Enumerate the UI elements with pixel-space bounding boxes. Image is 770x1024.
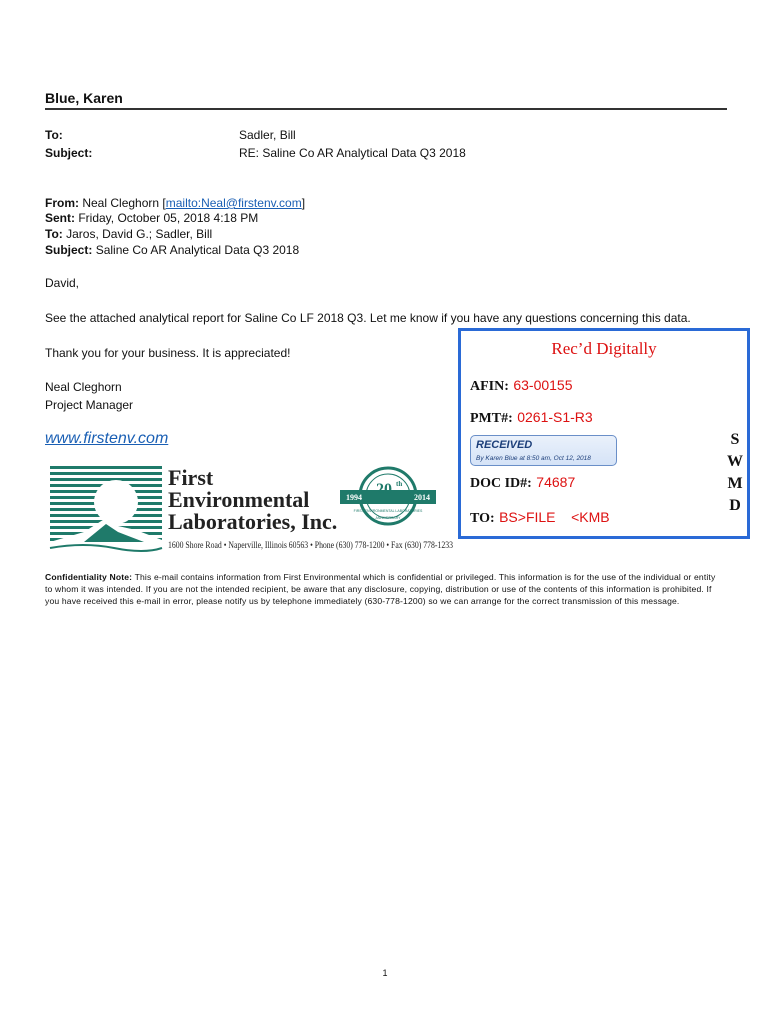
badge-year-left: 1994 (346, 493, 362, 502)
greeting: David, (45, 276, 80, 290)
sent-value: Friday, October 05, 2018 4:18 PM (78, 211, 259, 225)
website-link[interactable]: www.firstenv.com (45, 430, 169, 447)
docid-label: DOC ID#: (470, 476, 532, 491)
received-stamp (458, 328, 750, 539)
signature-title: Project Manager (45, 398, 134, 412)
confidentiality-text: This e-mail contains information from First Environmental which is confidential or privileged. This information is for the use of the individual or entity to whom it was intended. If you are not the intended recipient, be aware that any disclosure, copying, distribution or use of the contents of this information is prohibited. If you have received this e-mail in error, please notify us by telephone immediately (630-778-1200) so we can arrange for the correct transmission of this message. (45, 572, 716, 606)
email-sender: Blue, Karen (45, 90, 123, 106)
to-row (470, 509, 610, 527)
forwarded-from (45, 196, 305, 210)
anniversary-badge (340, 468, 436, 524)
side-letter-m: M (727, 475, 743, 492)
afin-label: AFIN: (470, 379, 509, 394)
stamp-title: Rec’d Digitally (551, 339, 657, 358)
to-value: Sadler, Bill (239, 128, 296, 142)
received-badge (470, 435, 617, 466)
forwarded-to (45, 227, 212, 241)
from-label: From: (45, 196, 79, 210)
logo-address: 1600 Shore Road • Naperville, Illinois 60563 • Phone (630) 778-1200 • Fax (630) 778-1233 (168, 541, 513, 551)
fwd-to-label: To: (45, 227, 63, 241)
pmt-row (470, 409, 593, 427)
page-number: 1 (382, 968, 388, 978)
received-by: By Karen Blue at 8:50 am, Oct 12, 2018 (476, 455, 591, 462)
side-letter-s: S (730, 431, 740, 448)
forwarded-sent (45, 211, 258, 225)
badge-year-right: 2014 (414, 493, 430, 502)
signature-name: Neal Cleghorn (45, 380, 122, 394)
badge-arc: ANNIVERSARY (375, 516, 401, 520)
badge-suffix: th (396, 480, 403, 488)
badge-number: 20 (376, 481, 392, 498)
logo-line-3: Laboratories, Inc. (168, 509, 338, 534)
side-letter-w: W (727, 453, 743, 470)
from-name: Neal Cleghorn [ (82, 196, 166, 210)
body-line-1: See the attached analytical report for Saline Co LF 2018 Q3. Let me know if you have any questions concerning this data. (45, 311, 691, 325)
from-email-link[interactable]: mailto:Neal@firstenv.com (165, 196, 302, 210)
afin-value: 63-00155 (513, 377, 573, 393)
pmt-value: 0261-S1-R3 (517, 409, 593, 425)
badge-ribbon: FIRST ENVIRONMENTAL LABORATORIES (353, 509, 423, 513)
subject-value: RE: Saline Co AR Analytical Data Q3 2018 (239, 146, 466, 160)
body-line-2: Thank you for your business. It is appreciated! (45, 346, 291, 360)
stamp-to-value: BS>FILE <KMB (499, 509, 610, 525)
to-label: To: (45, 128, 63, 142)
from-close: ] (301, 196, 306, 210)
side-letter-d: D (729, 497, 741, 514)
confidentiality-label: Confidentiality Note: (45, 572, 133, 582)
docid-value: 74687 (536, 474, 576, 490)
header-divider (45, 108, 727, 110)
afin-row (470, 377, 573, 395)
logo-line-1: First (168, 465, 214, 490)
confidentiality-note (45, 571, 725, 607)
fwd-to-value: Jaros, David G.; Sadler, Bill (66, 227, 213, 241)
logo-line-2: Environmental (168, 487, 310, 512)
pmt-label: PMT#: (470, 411, 513, 426)
received-word: RECEIVED (476, 439, 533, 451)
sent-label: Sent: (45, 211, 75, 225)
subject-label: Subject: (45, 146, 93, 160)
forwarded-subject (45, 243, 299, 257)
fwd-subject-label: Subject: (45, 243, 93, 257)
docid-row (470, 474, 575, 492)
fwd-subject-value: Saline Co AR Analytical Data Q3 2018 (95, 243, 300, 257)
stamp-to-label: TO: (470, 511, 495, 526)
